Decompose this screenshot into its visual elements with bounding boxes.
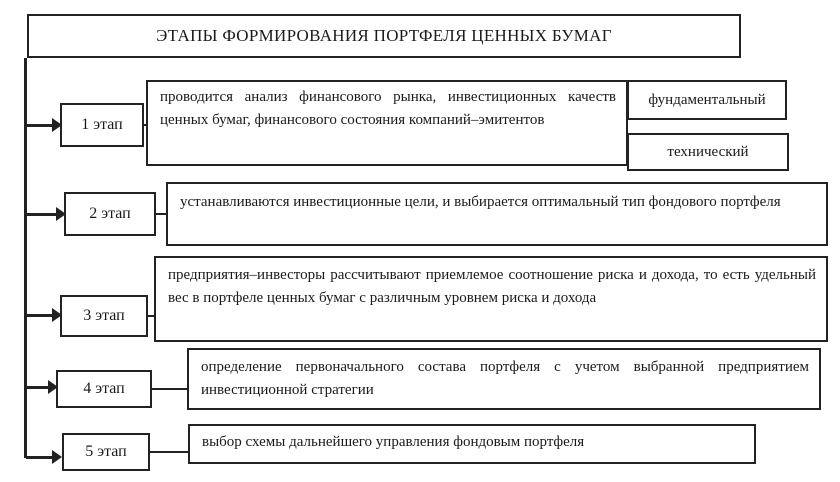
stage-3-description: предприятия–инвесторы рассчитывают приемлемое соотношение риска и дохода, то есть удельный вес в портфеле ценных бумаг с различным уровнем риска и дохода: [154, 256, 828, 342]
stage-3-label: 3 этап: [60, 295, 148, 337]
stage-1-description: проводится анализ финансового рынка, инвестиционных качеств ценных бумаг, финансового состояния компаний–эмитентов: [146, 80, 628, 166]
stage-2-description: устанавливаются инвестиционные цели, и выбирается оптимальный тип фондового портфеля: [166, 182, 828, 246]
stage-4-connector: [152, 388, 188, 390]
stage-5-label: 5 этап: [62, 433, 150, 471]
stage-4-description: определение первоначального состава портфеля с учетом выбранной предприятием инвестиционной стратегии: [187, 348, 821, 410]
stage-2-label: 2 этап: [64, 192, 156, 236]
arrow-stage-2: [26, 213, 58, 216]
arrow-stage-3: [26, 314, 54, 317]
stage-5-connector: [150, 451, 190, 453]
diagram-title: ЭТАПЫ ФОРМИРОВАНИЯ ПОРТФЕЛЯ ЦЕННЫХ БУМАГ: [27, 14, 741, 58]
arrow-stage-4: [26, 386, 50, 389]
analysis-type-fundamental: фундаментальный: [627, 80, 787, 120]
analysis-type-technical: технический: [627, 133, 789, 171]
stage-1-label: 1 этап: [60, 103, 144, 147]
timeline-spine: [24, 58, 27, 458]
arrow-stage-5: [26, 456, 54, 459]
stage-4-label: 4 этап: [56, 370, 152, 408]
stage-5-description: выбор схемы дальнейшего управления фондовым портфеля: [188, 424, 756, 464]
arrow-stage-1: [26, 124, 54, 127]
